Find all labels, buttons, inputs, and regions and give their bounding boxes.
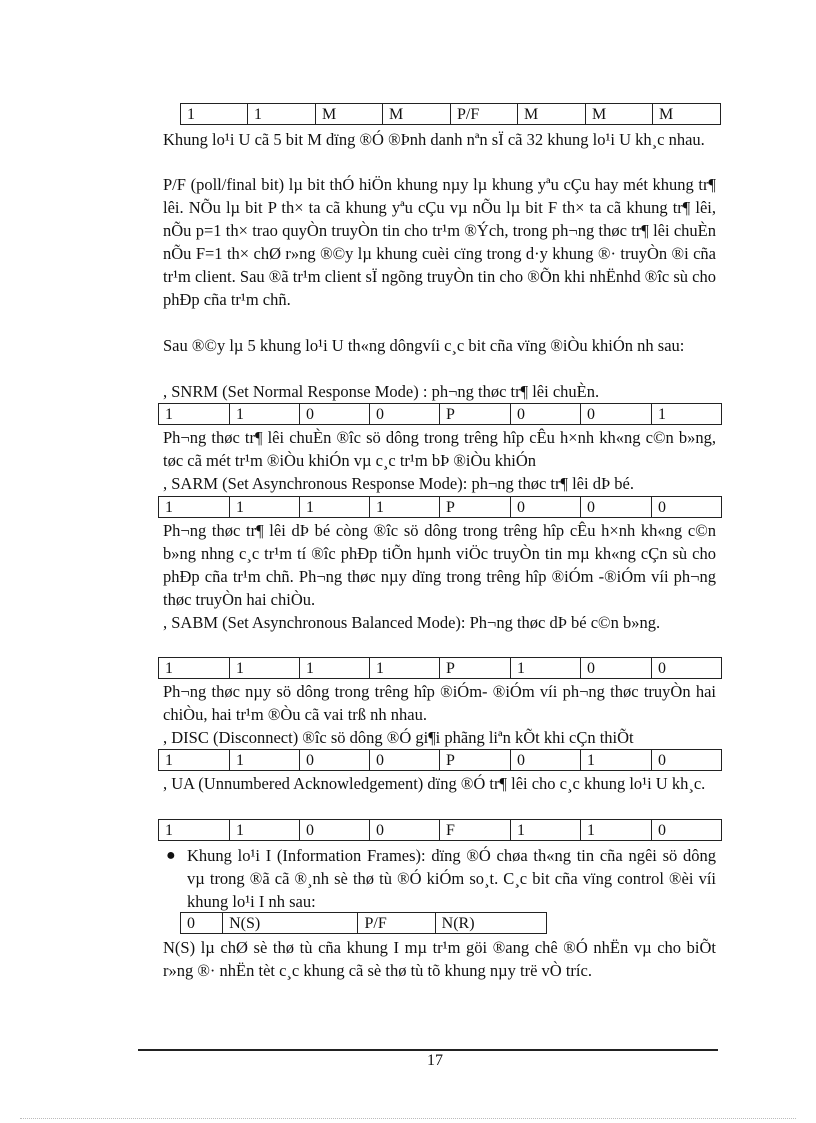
bit-cell: 0 — [581, 497, 652, 518]
i-frame-bit-table — [180, 912, 547, 934]
bit-cell: M — [586, 104, 653, 125]
bit-cell: 1 — [370, 658, 440, 679]
bit-cell: N(S) — [223, 913, 358, 934]
snrm-description: Ph¬ng thøc tr¶ lêi chuÈn ®îc sö dông trong trêng hîp cÊu h×nh kh«ng c©n b»ng, tøc cã mét tr¹m ®iÒu khiÓn vµ c¸c tr¹m bÞ ®iÒu khiÓn — [163, 428, 716, 470]
bit-cell: 0 — [652, 497, 722, 518]
bit-cell: 1 — [159, 750, 230, 771]
bit-cell: 0 — [300, 750, 370, 771]
bit-cell: 0 — [581, 658, 652, 679]
bit-cell: P — [440, 404, 511, 425]
bit-cell: P/F — [451, 104, 518, 125]
sarm-description: Ph¬ng thøc tr¶ lêi dÞ bé còng ®îc sö dông trong trêng hîp cÊu h×nh kh«ng c©n b»ng nhng c¸c tr¹m tí ®îc phÐp tiÕn hµnh viÖc truyÒn tin mµ kh«ng cÇn sù cho phÐp cña tr¹m chñ. Ph¬ng thøc nµy dïng trong trêng hîp ®iÓm -®iÓm víi ph¬ng thøc truyÒn hai chiÒu. — [163, 521, 716, 609]
bit-cell: F — [440, 820, 511, 841]
bit-cell: 0 — [652, 820, 722, 841]
bit-cell: M — [383, 104, 451, 125]
bit-cell: 0 — [300, 820, 370, 841]
bit-cell: P — [440, 497, 511, 518]
bit-cell: 1 — [581, 750, 652, 771]
bit-cell: 0 — [181, 913, 223, 934]
bit-cell: 1 — [581, 820, 652, 841]
bit-cell: 0 — [511, 497, 581, 518]
bit-cell: 1 — [230, 750, 300, 771]
bit-cell: P/F — [358, 913, 435, 934]
bit-cell: 1 — [159, 404, 230, 425]
bit-cell: 1 — [159, 658, 230, 679]
bit-cell: 1 — [230, 404, 300, 425]
bit-cell: M — [653, 104, 721, 125]
bit-cell: 0 — [370, 820, 440, 841]
bit-cell: P — [440, 658, 511, 679]
disc-heading: , DISC (Disconnect) ®îc sö dông ®Ó gi¶i phãng liªn kÕt khi cÇn thiÕt — [163, 728, 634, 747]
sarm-heading: , SARM (Set Asynchronous Response Mode): ph¬ng thøc tr¶ lêi dÞ bé. — [163, 474, 634, 493]
paragraph-poll-final: P/F (poll/final bit) lµ bit thÓ hiÖn khung nµy lµ khung yªu cÇu hay mét khung tr¶ lêi. NÕu lµ bit P th× ta cã khung yªu cÇu vµ nÕu lµ bit F th× ta cã khung tr¶ lêi, nÕu p=1 th× trao quyÒn truyÒn tin cho tr¹m ®Ých, trong ph¬ng thøc tr¶ lêi chuÈn nÕu F=1 th× chØ r»ng ®©y lµ khung cuèi cïng trong d·y khung ®· truyÒn ®i cña tr¹m client. Sau ®ã tr¹m client sÏ ngõng truyÒn tin cho ®Õn khi nhËnhd ®îc sù cho phÐp cña tr¹m chñ. — [163, 175, 716, 309]
sabm-bit-table — [158, 657, 722, 679]
sarm-bit-table — [158, 496, 722, 518]
bullet-icon: ● — [166, 847, 176, 864]
i-frame-bullet: Khung lo¹i I (Information Frames): dïng ®Ó chøa th«ng tin cña ngêi sö dông vµ trong ®ã cã ®¸nh sè thø tù ®Ó kiÓm so¸t. C¸c bit cña vïng control ®èi víi khung lo¹i I nh sau: — [187, 846, 716, 911]
snrm-bit-table — [158, 403, 722, 425]
paragraph-five-u-frames: Sau ®©y lµ 5 khung lo¹i U th«ng dôngvíi c¸c bit cña vïng ®iÒu khiÓn nh sau: — [163, 336, 685, 355]
bit-cell: 0 — [300, 404, 370, 425]
bit-cell: 1 — [230, 820, 300, 841]
bit-cell: 1 — [230, 658, 300, 679]
bit-cell: 1 — [248, 104, 316, 125]
bit-cell: 1 — [159, 820, 230, 841]
bit-cell: 0 — [581, 404, 652, 425]
bit-cell: 0 — [511, 750, 581, 771]
page-number: 17 — [427, 1052, 443, 1069]
bit-cell: 1 — [652, 404, 722, 425]
paragraph-u-frame-intro: Khung lo¹i U cã 5 bit M dïng ®Ó ®Þnh danh nªn sÏ cã 32 khung lo¹i U kh¸c nhau. — [163, 130, 705, 149]
u-frame-bit-table — [180, 103, 721, 125]
snrm-heading: , SNRM (Set Normal Response Mode) : ph¬ng thøc tr¶ lêi chuÈn. — [163, 382, 600, 401]
bit-cell: 1 — [230, 497, 300, 518]
sabm-description: Ph¬ng thøc nµy sö dông trong trêng hîp ®iÓm- ®iÓm víi ph¬ng thøc truyÒn hai chiÒu, hai tr¹m ®Òu cã vai trß nh nhau. — [163, 682, 716, 724]
bit-cell: 0 — [652, 750, 722, 771]
sabm-heading: , SABM (Set Asynchronous Balanced Mode): Ph¬ng thøc dÞ bé c©n b»ng. — [163, 613, 661, 632]
bit-cell: 1 — [511, 658, 581, 679]
bit-cell: 1 — [181, 104, 248, 125]
bit-cell: 1 — [159, 497, 230, 518]
bit-cell: N(R) — [435, 913, 546, 934]
bit-cell: 0 — [370, 404, 440, 425]
ns-description: N(S) lµ chØ sè thø tù cña khung I mµ tr¹m göi ®ang chê ®Ó nhËn vµ cho biÕt r»ng ®· nhËn tèt c¸c khung cã sè thø tù tõ khung nµy trë vÒ tríc. — [163, 938, 716, 980]
bit-cell: 0 — [511, 404, 581, 425]
footer-divider — [138, 1049, 718, 1051]
bit-cell: 1 — [370, 497, 440, 518]
bit-cell: P — [440, 750, 511, 771]
ua-heading: , UA (Unnumbered Acknowledgement) dïng ®Ó tr¶ lêi cho c¸c khung lo¹i U kh¸c. — [163, 774, 706, 793]
bit-cell: M — [316, 104, 383, 125]
bit-cell: 0 — [652, 658, 722, 679]
page-edge-divider — [20, 1118, 796, 1119]
bit-cell: 1 — [300, 497, 370, 518]
bit-cell: 0 — [370, 750, 440, 771]
bit-cell: M — [518, 104, 586, 125]
disc-bit-table — [158, 749, 722, 771]
bit-cell: 1 — [300, 658, 370, 679]
bit-cell: 1 — [511, 820, 581, 841]
ua-bit-table — [158, 819, 722, 841]
